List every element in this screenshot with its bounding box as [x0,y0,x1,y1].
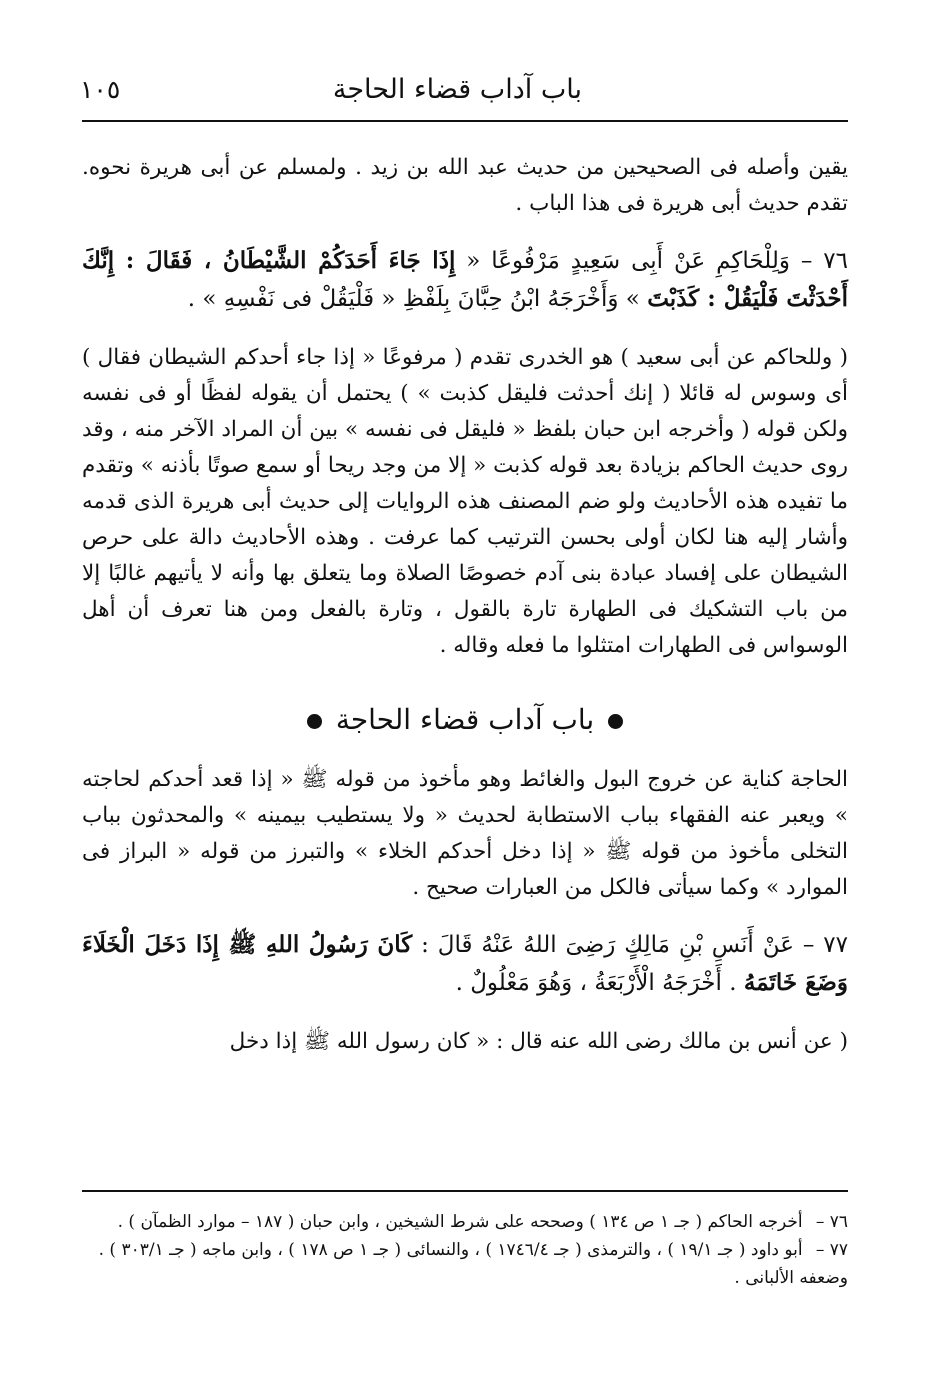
page-number: ١٠٥ [80,75,121,104]
hadith-76-chain: وَلِلْحَاكِمِ عَنْ أَبِى سَعِيدٍ مَرْفُوعًا « [466,248,790,274]
bullet-right-icon [608,714,623,729]
commentary-76: ( وللحاكم عن أبى سعيد ) هو الخدرى تقدم ( مرفوعًا « إذا جاء أحدكم الشيطان فقال ) أى وسوس له قائلا ( إنك أحدثت فليقل كذبت » ) يحتمل أن يقوله لفظًا أو فى نفسه ولكن قوله ( وأخرجه ابن حبان بلفظ « فليقل فى نفسه » بين أن المراد الآخر منه ، وقد روى حديث الحاكم بزيادة بعد قوله كذبت « إلا من وجد ريحا أو سمع صوتًا بأذنه » وتقدم ما تفيده هذه الأحاديث ولو ضم المصنف هذه الروايات إلى حديث أبى هريرة الذى قدمه وأشار إليه هنا لكان أولى بحسن الترتيب كما عرفت . وهذه الأحاديث دالة على حرص الشيطان على إفساد عبادة بنى آدم خصوصًا الصلاة وما يتعلق بها وأنه لا يأتيهم غالبًا إلا من باب التشكيك فى الطهارة تارة بالقول ، وتارة بالفعل ومن هنا تعرف أن أهل الوسواس فى الطهارات امتثلوا ما فعله وقاله . [82,345,848,658]
hadith-76 [82,242,848,318]
commentary-77: ( عن أنس بن مالك رضى الله عنه قال : « كان رسول الله ﷺ إذا دخل [229,1029,848,1054]
hadith-77-ending: . أَخْرَجَهُ الْأَرْبَعَةُ ، وَهُوَ مَعْلُولٌ . [455,970,737,996]
chapter-title: باب آداب قضاء الحاجة [335,703,595,736]
footnotes [82,1208,848,1292]
running-head [80,70,850,110]
hadith-77-number: ٧٧ – [802,932,848,958]
footnote-text: أخرجه الحاكم ( جـ ١ ص ١٣٤ ) وصححه على شرط الشيخين ، وابن حبان ( ١٨٧ – موارد الظمآن ) . [117,1212,803,1232]
hadith-76-text: إِذَا جَاءَ أَحَدَكُمْ الشَّيْطَانُ ، فَقَالَ : إِنَّكَ أَحْدَثْتَ فَلْيَقُلْ : كَذَبْتَ [82,247,848,312]
hadith-77-chain: عَنْ أَنَسِ بْنِ مَالِكٍ رَضِىَ اللهُ عَنْهُ قَالَ : [421,932,794,958]
footnote-number: ٧٧ – [815,1240,848,1260]
footnote-76 [82,1208,848,1236]
main-text [82,150,848,1060]
footnote-text: أبو داود ( جـ ١٩/١ ) ، والترمذى ( جـ ١٧٤٦/٤ ) ، والنسائى ( جـ ١ ص ١٧٨ ) ، وابن ماجه ( جـ ٣٠٣/١ ) . وضعفه الألبانى . [98,1240,848,1288]
footnote-77 [82,1236,848,1292]
header-rule [82,120,848,122]
running-title: باب آداب قضاء الحاجة [332,74,582,105]
hadith-76-number: ٧٦ – [800,248,849,274]
footnote-rule [82,1190,848,1192]
chapter-heading [82,698,848,742]
bullet-left-icon [307,714,322,729]
hadith-77-text: كَانَ رَسُولُ اللهِ ﷺ إِذَا دَخَلَ الْخَلَاءَ وَضَعَ خَاتَمَهُ [82,931,848,996]
hadith-76-ending: » وَأَخْرَجَهُ ابْنُ حِبَّانَ بِلَفْظِ « فَلْيَقُلْ فى نَفْسِهِ » . [187,286,640,312]
chapter-intro: الحاجة كناية عن خروج البول والغائط وهو مأخوذ من قوله ﷺ « إذا قعد أحدكم لحاجته » ويعبر عنه الفقهاء بباب الاستطابة لحديث « ولا يستطيب بيمينه » والمحدثون بباب التخلى مأخوذ من قوله ﷺ « إذا دخل أحدكم الخلاء » والتبرز من قوله « البراز فى الموارد » وكما سيأتى فالكل من العبارات صحيح . [82,767,848,900]
intro-paragraph: يقين وأصله فى الصحيحين من حديث عبد الله بن زيد . ولمسلم عن أبى هريرة نحوه. تقدم حديث أبى هريرة فى هذا الباب . [82,155,848,216]
hadith-77 [82,926,848,1002]
footnote-number: ٧٦ – [815,1212,848,1232]
